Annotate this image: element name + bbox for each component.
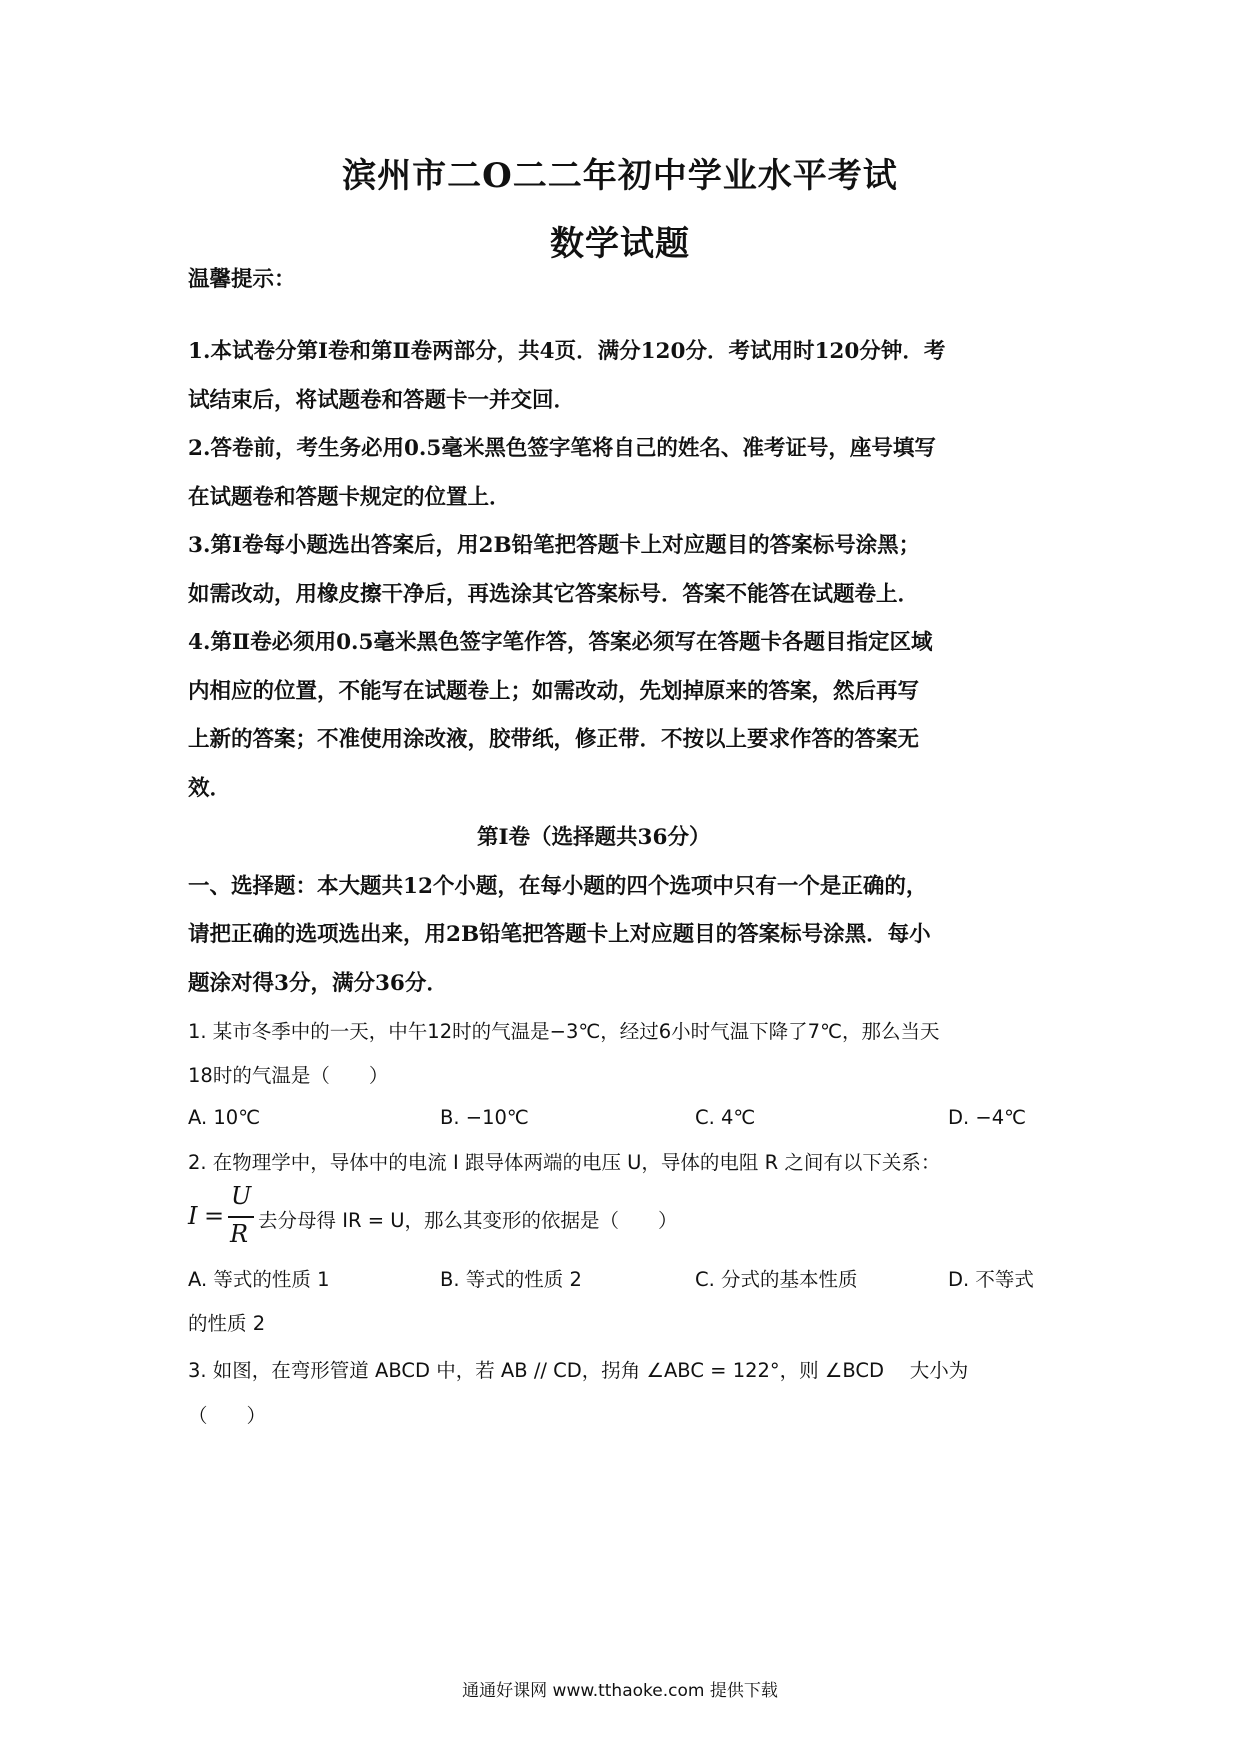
section-instruction: 请把正确的选项选出来，用2B铅笔把答题卡上对应题目的答案标号涂黑．每小 [188, 922, 931, 947]
question-2-option-d: D. 不等式 [948, 1268, 1034, 1291]
exam-title: 滨州市二O二二年初中学业水平考试 [342, 156, 898, 196]
question-2-option-c: C. 分式的基本性质 [695, 1268, 858, 1291]
notice-line: 如需改动，用橡皮擦干净后，再选涂其它答案标号．答案不能答在试题卷上． [188, 582, 920, 607]
fraction-bar [228, 1216, 254, 1218]
notice-line: 4.第Ⅱ卷必须用0.5毫米黑色签字笔作答，答案必须写在答题卡各题目指定区域 [188, 630, 933, 655]
question-2-option-d-continued: 的性质 2 [188, 1312, 266, 1335]
notice-line: 3.第Ⅰ卷每小题选出答案后，用2B铅笔把答题卡上对应题目的答案标号涂黑； [188, 533, 921, 558]
question-2-text: 去分母得 IR = U，那么其变形的依据是（ ） [258, 1209, 678, 1232]
formula-lhs: I [188, 1202, 198, 1230]
formula-numerator: U [231, 1182, 252, 1210]
notice-line: 1.本试卷分第Ⅰ卷和第Ⅱ卷两部分，共4页．满分120分．考试用时120分钟．考 [188, 339, 946, 364]
question-2-option-b: B. 等式的性质 2 [440, 1268, 582, 1291]
notice-line: 内相应的位置，不能写在试题卷上；如需改动，先划掉原来的答案，然后再写 [188, 679, 920, 704]
question-3-text: （ ） [188, 1404, 267, 1427]
notice-line: 在试题卷和答题卡规定的位置上． [188, 485, 511, 510]
formula-fraction [188, 1182, 260, 1252]
section-title: 第Ⅰ卷（选择题共36分） [477, 825, 711, 850]
question-1-option-a: A. 10℃ [188, 1106, 261, 1129]
formula-denominator: R [230, 1220, 249, 1248]
section-instruction: 题涂对得3分，满分36分． [188, 971, 448, 996]
notice-line: 2.答卷前，考生务必用0.5毫米黑色签字笔将自己的姓名、准考证号，座号填写 [188, 436, 936, 461]
question-2-text: 2. 在物理学中，导体中的电流 I 跟导体两端的电压 U，导体的电阻 R 之间有以下关系： [188, 1151, 941, 1174]
question-1-text: 18时的气温是（ ） [188, 1064, 389, 1087]
question-1-option-b: B. −10℃ [440, 1106, 529, 1129]
question-1-text: 1. 某市冬季中的一天，中午12时的气温是−3℃，经过6小时气温下降了7℃，那么当天 [188, 1020, 940, 1043]
notice-line: 试结束后，将试题卷和答题卡一并交回． [188, 388, 576, 413]
question-2-option-a: A. 等式的性质 1 [188, 1268, 330, 1291]
notice-line: 效． [188, 776, 232, 801]
exam-subtitle: 数学试题 [550, 224, 690, 264]
question-1-option-c: C. 4℃ [695, 1106, 756, 1129]
download-footer: 通通好课网 www.tthaoke.com 提供下载 [462, 1681, 778, 1701]
question-3-text: 3. 如图，在弯形管道 ABCD 中，若 AB // CD，拐角 ∠ABC = 122°，则 ∠BCD 大小为 [188, 1359, 969, 1382]
notice-line: 上新的答案；不准使用涂改液，胶带纸，修正带．不按以上要求作答的答案无 [188, 727, 920, 752]
section-instruction: 一、选择题：本大题共12个小题，在每小题的四个选项中只有一个是正确的， [188, 874, 928, 899]
question-1-option-d: D. −4℃ [948, 1106, 1027, 1129]
formula-equals: = [204, 1202, 225, 1230]
notice-heading: 温馨提示： [188, 267, 296, 292]
